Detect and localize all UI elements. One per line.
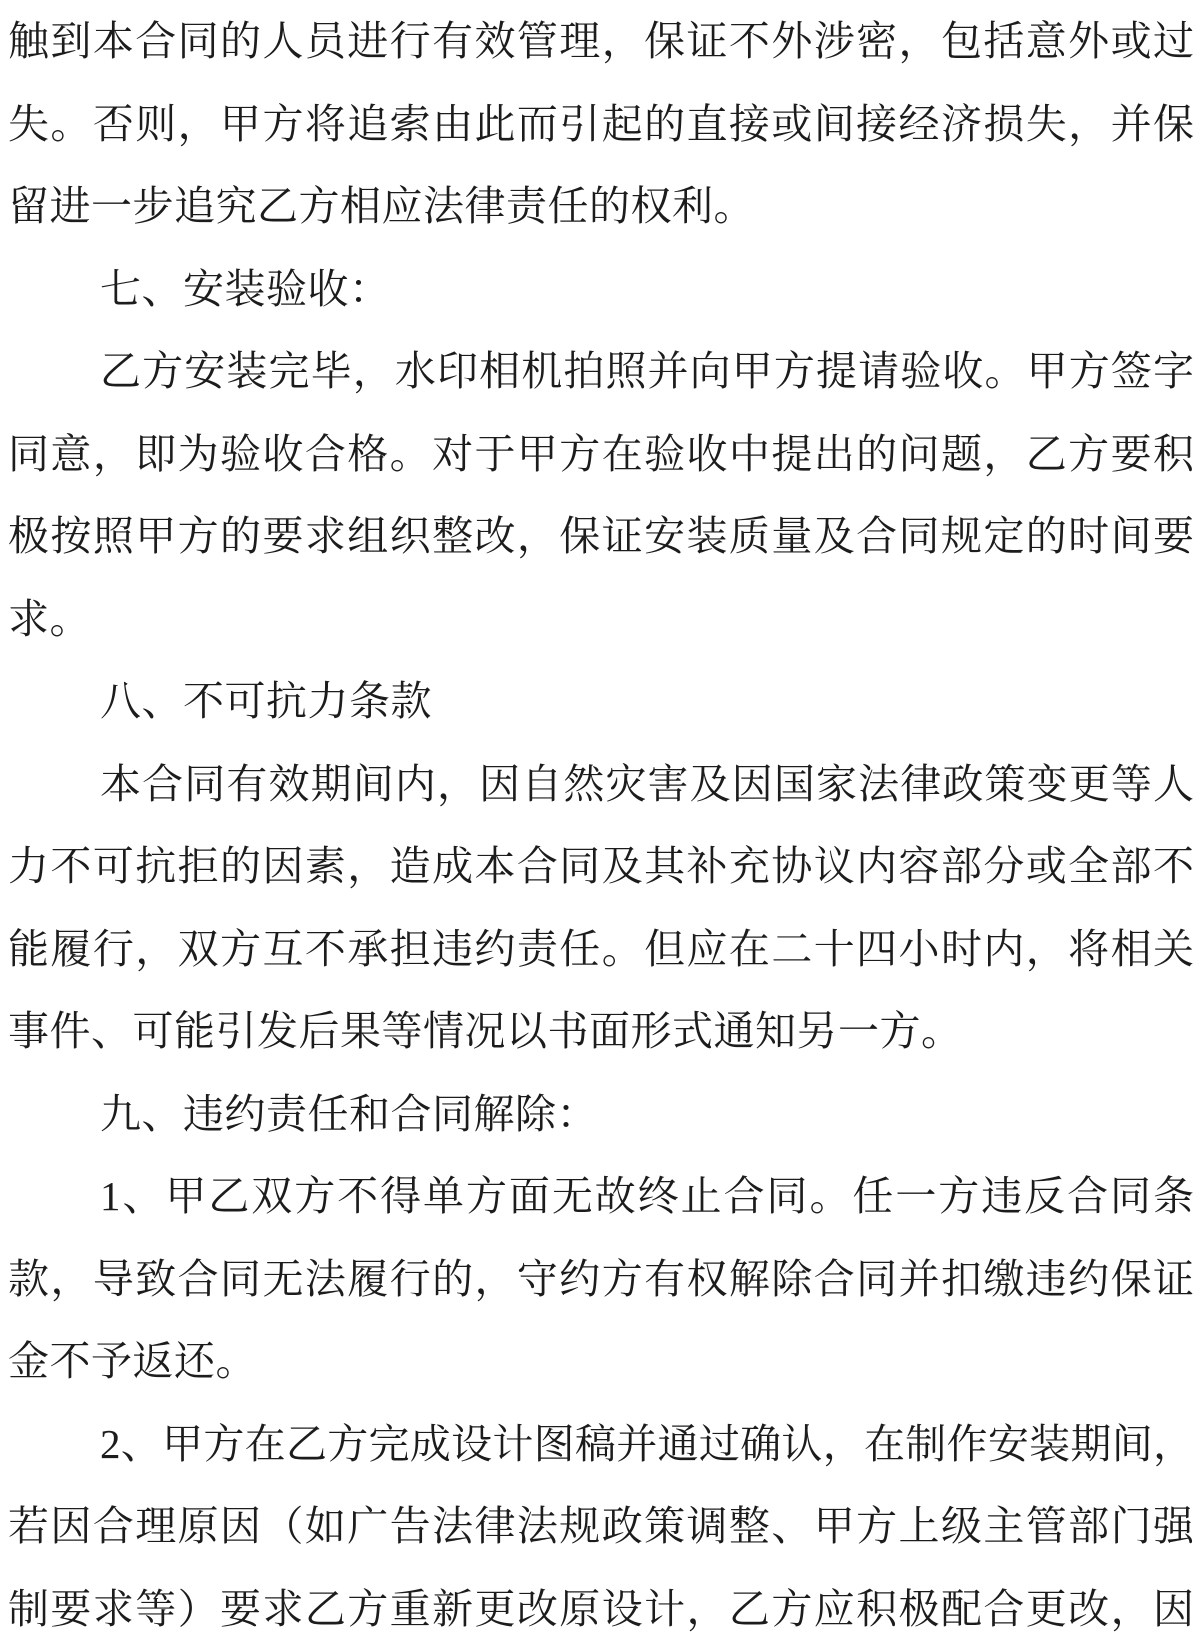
clause-heading: 七、安装验收：: [100, 265, 391, 312]
text-line: 失。否则，甲方将追索由此而引起的直接或间接经济损失，并保: [8, 100, 1194, 147]
text-line: 同意，即为验收合格。对于甲方在验收中提出的问题，乙方要积: [8, 430, 1194, 477]
text-line: 极按照甲方的要求组织整改，保证安装质量及合同规定的时间要: [8, 513, 1194, 559]
text-line: 1、甲乙双方不得单方面无故终止合同。任一方违反合同条: [100, 1173, 1194, 1219]
text-line: 款，导致合同无法履行的，守约方有权解除合同并扣缴违约保证: [8, 1255, 1194, 1302]
text-line: 2、甲方在乙方完成设计图稿并通过确认，在制作安装期间，: [100, 1420, 1194, 1467]
text-line: 触到本合同的人员进行有效管理，保证不外涉密，包括意外或过: [8, 18, 1194, 64]
clause-heading: 八、不可抗力条款: [100, 678, 432, 724]
text-line: 求。: [8, 595, 91, 642]
clause-heading: 九、违约责任和合同解除：: [100, 1090, 598, 1137]
text-line: 制要求等）要求乙方重新更改原设计，乙方应积极配合更改，因: [8, 1585, 1194, 1632]
text-line: 乙方安装完毕，水印相机拍照并向甲方提请验收。甲方签字: [100, 348, 1194, 394]
text-line: 若因合理原因（如广告法律法规政策调整、甲方上级主管部门强: [8, 1503, 1194, 1549]
text-line: 本合同有效期间内，因自然灾害及因国家法律政策变更等人: [100, 760, 1194, 807]
text-line: 金不予返还。: [8, 1338, 257, 1384]
text-line: 力不可抗拒的因素，造成本合同及其补充协议内容部分或全部不: [8, 843, 1194, 889]
text-line: 事件、可能引发后果等情况以书面形式通知另一方。: [8, 1008, 963, 1054]
text-line: 留进一步追究乙方相应法律责任的权利。: [8, 183, 755, 229]
text-line: 能履行，双方互不承担违约责任。但应在二十四小时内，将相关: [8, 925, 1194, 972]
